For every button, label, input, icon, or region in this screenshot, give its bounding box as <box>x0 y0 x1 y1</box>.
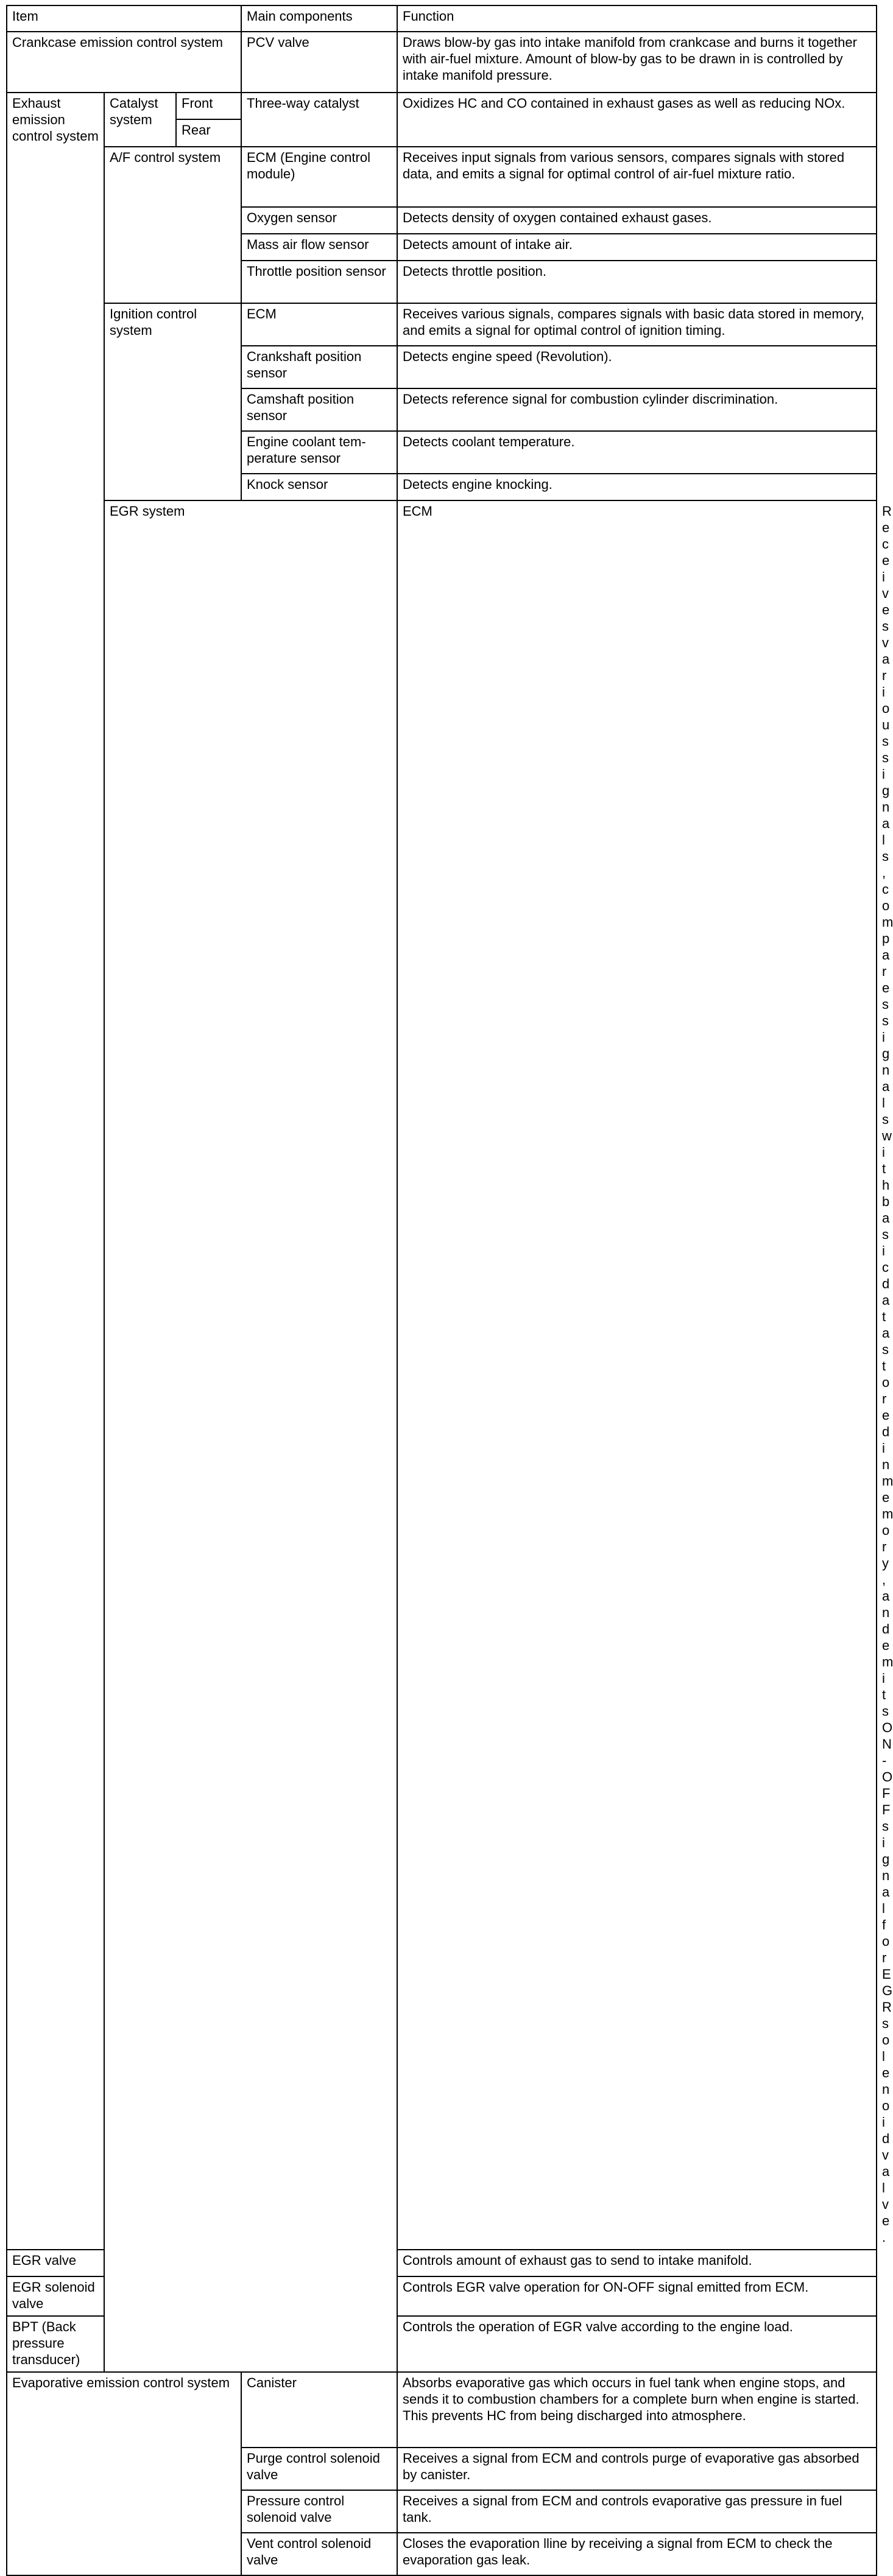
function-text: Receives a signal from ECM and controls evaporative gas pressure in fuel tank. <box>397 2490 877 2533</box>
main-component: Canister <box>241 2372 397 2448</box>
catalyst-rear: Rear <box>176 119 241 147</box>
function-text: Absorbs evaporative gas which occurs in fuel tank when engine stops, and sends it to combustion chambers for a complete burn when engine is started. This prevents HC from being discharged into atmosphere. <box>397 2372 877 2448</box>
header-row <box>7 5 877 32</box>
item-evaporative: Evaporative emission control system <box>7 2372 241 2575</box>
function-text: Detects reference signal for combustion cylinder discrimination. <box>397 388 877 431</box>
function-text: Controls amount of exhaust gas to send to intake manifold. <box>397 2250 877 2276</box>
function-text: Receives a signal from ECM and controls purge of evaporative gas absorbed by canister. <box>397 2448 877 2490</box>
emission-control-table <box>6 5 893 2576</box>
header-item: Item <box>7 5 241 32</box>
table-row <box>7 32 877 93</box>
item-egr: EGR system <box>104 500 397 2372</box>
function-text: Detects amount of intake air. <box>397 234 877 261</box>
main-component: Mass air flow sensor <box>241 234 397 261</box>
subitem-af-control: A/F control system <box>104 147 241 303</box>
function-text: Detects density of oxygen contained exhaust gases. <box>397 207 877 234</box>
function-text: Receives input signals from various sensors, compares signals with stored data, and emits a signal for optimal control of air-fuel mixture ratio. <box>397 147 877 207</box>
main-component: BPT (Back pressure transducer) <box>7 2316 104 2372</box>
main-component: Pressure control solenoid valve <box>241 2490 397 2533</box>
main-component: Knock sensor <box>241 474 397 500</box>
table-row <box>7 2372 877 2448</box>
function-text: Detects engine knocking. <box>397 474 877 500</box>
function-text: Receives various signals, compares signals with basic data stored in memory, and emits a signal for optimal control of ignition timing. <box>397 303 877 346</box>
main-component: ECM (Engine control module) <box>241 147 397 207</box>
function-text: Oxidizes HC and CO contained in exhaust gases as well as reducing NOx. <box>397 93 877 147</box>
subitem-catalyst: Catalyst system <box>104 93 176 147</box>
item-crankcase: Crankcase emission control system <box>7 32 241 93</box>
main-component: ECM <box>397 500 877 2250</box>
main-component: PCV valve <box>241 32 397 93</box>
main-component: Camshaft position sensor <box>241 388 397 431</box>
main-component: Three-way catalyst <box>241 93 397 147</box>
main-component: Crankshaft position sensor <box>241 346 397 388</box>
item-exhaust: Exhaust emission control system <box>7 93 104 2250</box>
function-text: Controls the operation of EGR valve according to the engine load. <box>397 2316 877 2372</box>
table-row: EGR system ECM Receives various signals, compares signals with basic data stored in memory, and emits ON-OFF signal for EGR solenoid valve. <box>7 500 877 2250</box>
function-text: Controls EGR valve operation for ON-OFF signal emitted from ECM. <box>397 2276 877 2316</box>
function-text: Draws blow-by gas into intake manifold from crankcase and burns it together with air-fuel mixture. Amount of blow-by gas to be drawn in is controlled by intake manifold pressure. <box>397 32 877 93</box>
header-main-components: Main components <box>241 5 397 32</box>
main-component: Throttle position sensor <box>241 261 397 303</box>
main-component: Engine coolant tem-perature sensor <box>241 431 397 474</box>
main-component: EGR solenoid valve <box>7 2276 104 2316</box>
catalyst-front: Front <box>176 93 241 119</box>
header-function: Function <box>397 5 877 32</box>
main-component: ECM <box>241 303 397 346</box>
table-row <box>7 303 877 346</box>
subitem-ignition-control: Ignition control system <box>104 303 241 500</box>
function-text: Detects throttle position. <box>397 261 877 303</box>
table-row <box>7 93 877 119</box>
main-component: Purge control solenoid valve <box>241 2448 397 2490</box>
function-text: Detects coolant temperature. <box>397 431 877 474</box>
function-text: Closes the evaporation lline by receiving a signal from ECM to check the evaporation gas leak. <box>397 2533 877 2575</box>
main-component: Vent control solenoid valve <box>241 2533 397 2575</box>
table-row <box>7 147 877 207</box>
main-component: Oxygen sensor <box>241 207 397 234</box>
function-text: Detects engine speed (Revolution). <box>397 346 877 388</box>
main-component: EGR valve <box>7 2250 104 2276</box>
